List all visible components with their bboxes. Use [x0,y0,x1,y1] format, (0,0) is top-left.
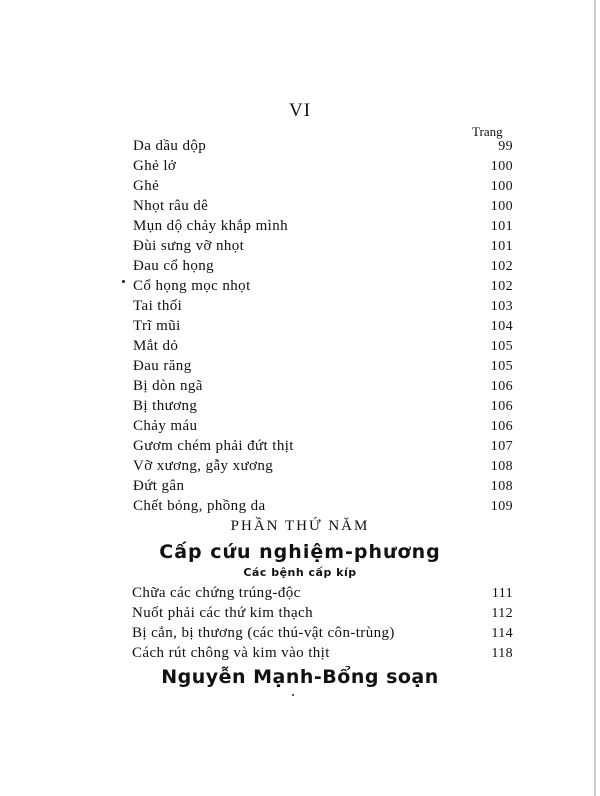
toc-entry-title: Đau cổ họng [133,258,215,274]
toc-entry-page: 118 [491,646,513,661]
toc-entry-page: 99 [498,139,513,154]
toc-entry [133,356,513,376]
toc-entry-title: Trĩ mũi [133,318,181,334]
toc-entry-page: 106 [490,379,513,394]
toc-entry-page: 100 [490,179,513,194]
toc-entry-title: Cổ họng mọc nhọt [133,278,251,294]
page-number: VI [288,100,312,121]
toc-entry [133,456,513,476]
toc-entry-page: 100 [490,199,513,214]
toc-entry-title: Bị thương [133,398,198,414]
toc-entry-page: 105 [490,339,513,354]
toc-entry-page: 101 [490,219,513,234]
toc-entry-title: Nhọt râu dê [133,198,209,214]
toc-entry-page: 101 [490,239,513,254]
toc-entry-page: 102 [490,259,513,274]
toc-entry-title: Bị cắn, bị thương (các thú-vật côn-trùng) [132,625,395,641]
toc-entry [133,296,513,316]
toc-entry [132,583,513,603]
toc-entry [133,256,513,276]
toc-entry-title: Đau răng [133,358,192,374]
toc-entry-page: 106 [490,419,513,434]
toc-entry-page: 102 [490,279,513,294]
toc-entry-title: Tai thối [133,298,183,314]
toc-entry-page: 109 [490,499,513,514]
toc-entry [133,396,513,416]
part-label: PHẦN THỨ NĂM [230,518,370,534]
page-column-label: Trang [472,124,503,139]
toc-entry [133,236,513,256]
toc-entry-title: Mắt dỏ [133,338,179,354]
toc-entry-title: Da dầu dộp [133,138,207,154]
toc-entry-page: 103 [490,299,513,314]
toc-entry-page: 107 [490,439,513,454]
toc-entry-title: Ghẻ lở [133,158,177,174]
toc-entry [133,476,513,496]
toc-entry-page: 112 [491,606,513,621]
toc-entry [133,136,513,156]
toc-entry-page: 108 [490,479,513,494]
toc-entry-title: Nuốt phải các thứ kim thạch [132,605,313,621]
toc-entry-title: Chết bỏng, phồng da [133,498,266,514]
toc-entry [133,376,513,396]
toc-entry-page: 108 [490,459,513,474]
toc-entry [132,623,513,643]
toc-entry [133,276,513,296]
toc-entry [133,436,513,456]
toc-entry [133,496,513,516]
toc-entry-title: Đứt gân [133,478,185,494]
toc-entry [133,336,513,356]
toc-entry-title: Cách rút chông và kim vào thịt [132,645,330,661]
part-subtitle: Các bệnh cấp kíp [243,566,357,579]
print-speck [292,694,294,696]
toc-entry-page: 114 [491,626,513,641]
toc-entry [132,603,513,623]
toc-entry [133,156,513,176]
toc-entry-page: 100 [490,159,513,174]
part-title: Cấp cứu nghiệm-phương [159,541,441,563]
toc-entry-title: Ghẻ [133,178,160,194]
toc-entry-title: Chữa các chứng trúng-độc [132,585,301,601]
print-speck [122,280,125,283]
toc-entry [133,316,513,336]
toc-entry-page: 111 [491,586,513,601]
toc-entry [132,643,513,663]
toc-entry-title: Mụn dộ chảy khắp mình [133,218,289,234]
toc-entry-title: Vỡ xương, gẫy xương [133,458,274,474]
table-of-contents-part5 [132,583,513,663]
toc-entry-title: Bị dòn ngã [133,378,203,394]
toc-entry [133,216,513,236]
toc-entry [133,196,513,216]
table-of-contents [133,136,513,516]
toc-entry-title: Chảy máu [133,418,198,434]
toc-entry-page: 106 [490,399,513,414]
toc-entry-title: Đùi sưng vỡ nhọt [133,238,245,254]
toc-entry-title: Gươm chém phải đứt thịt [133,438,294,454]
author-credit: Nguyễn Mạnh-Bổng soạn [161,666,439,688]
toc-entry-page: 104 [490,319,513,334]
toc-entry [133,176,513,196]
toc-entry-page: 105 [490,359,513,374]
toc-entry [133,416,513,436]
